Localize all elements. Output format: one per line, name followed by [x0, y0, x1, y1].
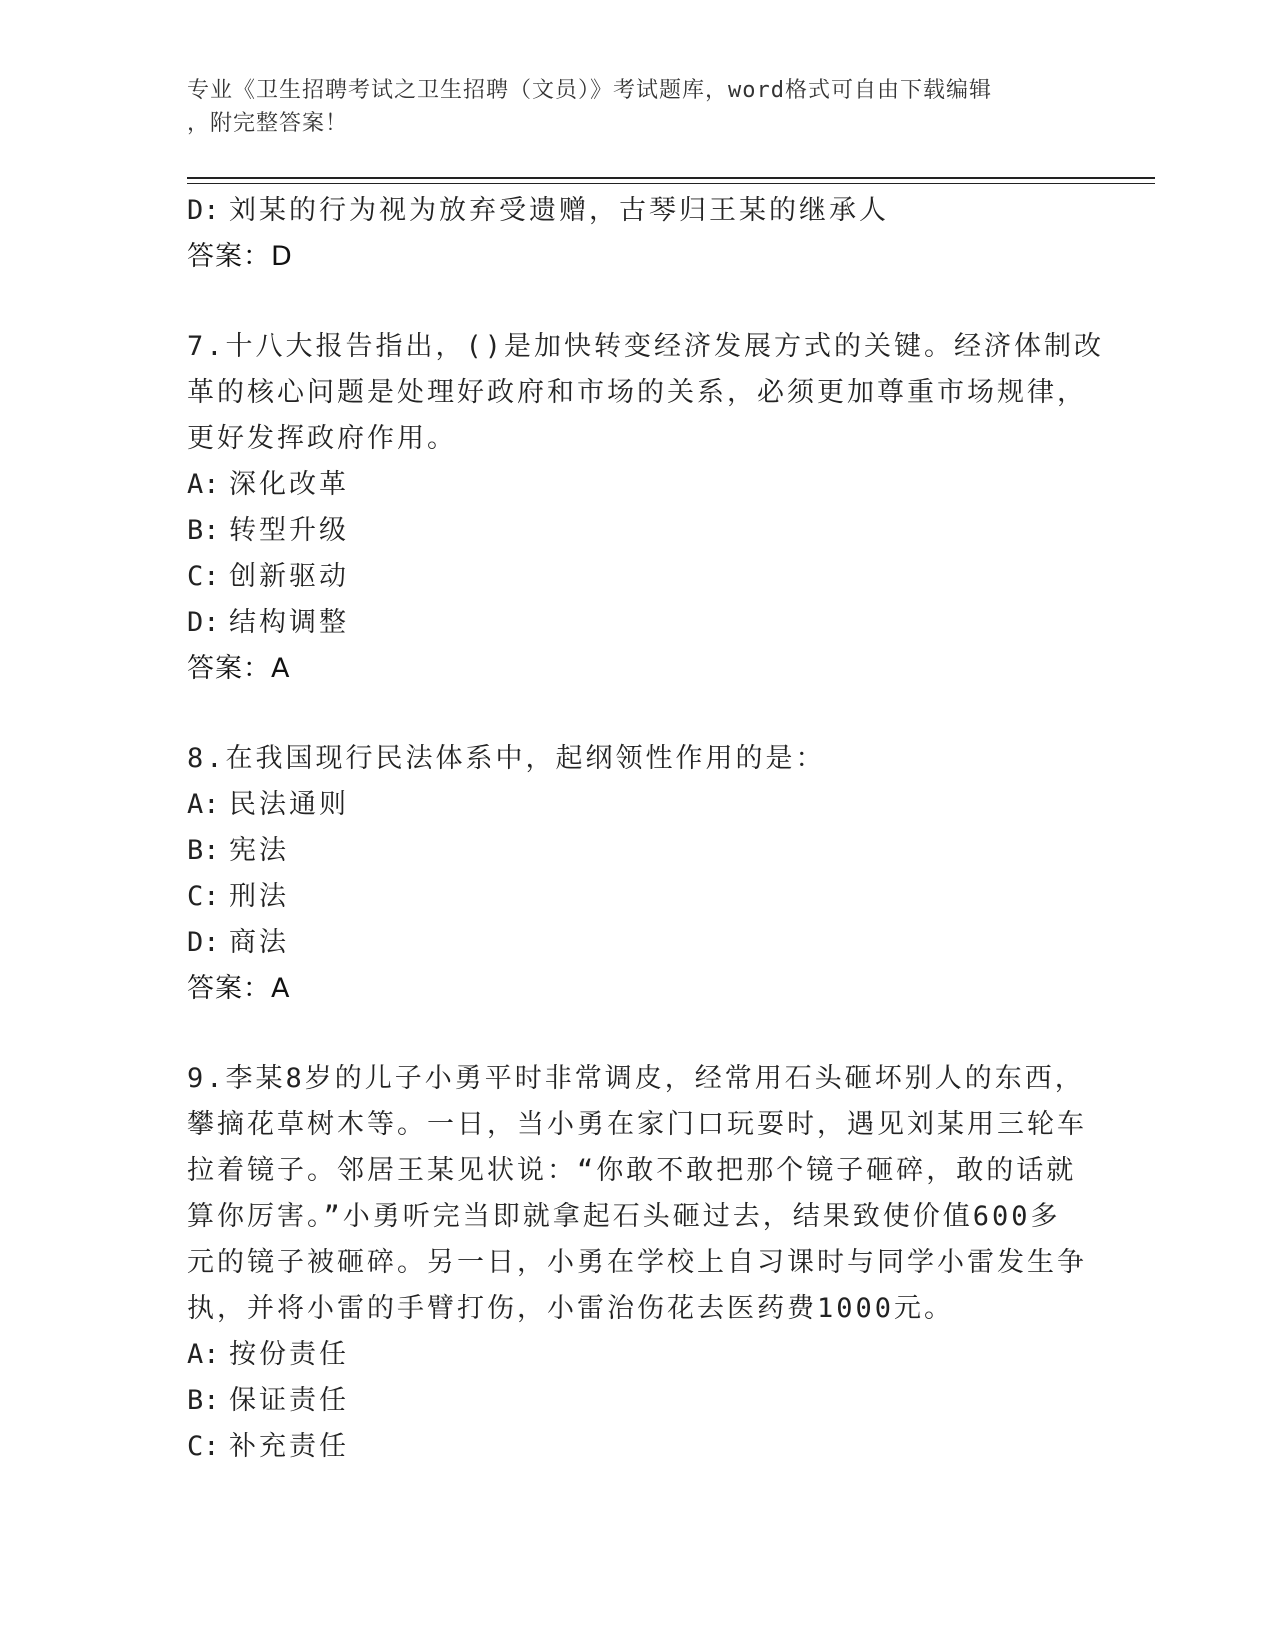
header-line-1: 专业《卫生招聘考试之卫生招聘（文员）》考试题库，word格式可自由下载编辑 — [187, 78, 992, 103]
option-b — [187, 828, 1067, 874]
header-line-2: ，附完整答案！ — [187, 111, 349, 136]
option-text: 保证责任 — [229, 1385, 349, 1416]
question-stem-line: 9.李某8岁的儿子小勇平时非常调皮，经常用石头砸坏别人的东西， — [187, 1063, 1085, 1094]
option-d — [187, 920, 1067, 966]
question-8 — [187, 736, 1067, 1012]
answer-line: 答案：D — [187, 241, 293, 272]
option-letter: D: — [187, 607, 220, 638]
question-7 — [187, 324, 1105, 692]
option-text: 补充责任 — [229, 1431, 349, 1462]
option-letter: A: — [187, 469, 220, 500]
option-letter: D: — [187, 927, 220, 958]
option-text: 深化改革 — [229, 469, 349, 500]
option-letter: C: — [187, 561, 220, 592]
option-text: 创新驱动 — [229, 561, 349, 592]
option-text: 结构调整 — [229, 607, 349, 638]
option-c — [187, 874, 1067, 920]
option-text: 按份责任 — [229, 1339, 349, 1370]
option-a — [187, 782, 1067, 828]
answer-line: 答案：A — [187, 653, 291, 684]
option-d — [187, 188, 1067, 234]
option-b — [187, 508, 1067, 554]
option-text: 民法通则 — [229, 789, 349, 820]
option-letter: D: — [187, 195, 220, 226]
option-text: 宪法 — [229, 835, 289, 866]
option-letter: A: — [187, 1339, 220, 1370]
question-stem-line: 攀摘花草树木等。一日，当小勇在家门口玩耍时，遇见刘某用三轮车 — [187, 1109, 1087, 1140]
question-list — [187, 188, 1105, 1470]
option-d — [187, 600, 1067, 646]
question-stem-line: 元的镜子被砸碎。另一日，小勇在学校上自习课时与同学小雷发生争 — [187, 1247, 1087, 1278]
header-divider-thin — [187, 183, 1155, 184]
option-c — [187, 554, 1067, 600]
option-letter: C: — [187, 881, 220, 912]
option-a — [187, 462, 1067, 508]
option-letter: C: — [187, 1431, 220, 1462]
option-c — [187, 1424, 1067, 1470]
option-letter: B: — [187, 515, 220, 546]
option-text: 转型升级 — [229, 515, 349, 546]
question-stem-line: 执，并将小雷的手臂打伤，小雷治伤花去医药费1000元。 — [187, 1293, 955, 1324]
option-letter: B: — [187, 1385, 220, 1416]
option-letter: A: — [187, 789, 220, 820]
question-stem-line: 更好发挥政府作用。 — [187, 423, 457, 454]
option-text: 刑法 — [229, 881, 289, 912]
option-letter: B: — [187, 835, 220, 866]
question-stem-line: 8.在我国现行民法体系中，起纲领性作用的是： — [187, 743, 826, 774]
document-header — [187, 74, 1067, 140]
question-stem-line: 拉着镜子。邻居王某见状说：“你敢不敢把那个镜子砸碎，敢的话就 — [187, 1155, 1077, 1186]
option-b — [187, 1378, 1067, 1424]
option-a — [187, 1332, 1067, 1378]
question-stem-line: 7.十八大报告指出，()是加快转变经济发展方式的关键。经济体制改 — [187, 331, 1105, 362]
question-9 — [187, 1056, 1087, 1470]
answer-line: 答案：A — [187, 973, 291, 1004]
question-stem-line: 革的核心问题是处理好政府和市场的关系，必须更加尊重市场规律， — [187, 377, 1087, 408]
header-divider-thick — [187, 177, 1155, 179]
option-text: 商法 — [229, 927, 289, 958]
question-stem-line: 算你厉害。”小勇听完当即就拿起石头砸过去，结果致使价值600多 — [187, 1201, 1061, 1232]
option-text: 刘某的行为视为放弃受遗赠，古琴归王某的继承人 — [229, 195, 889, 226]
